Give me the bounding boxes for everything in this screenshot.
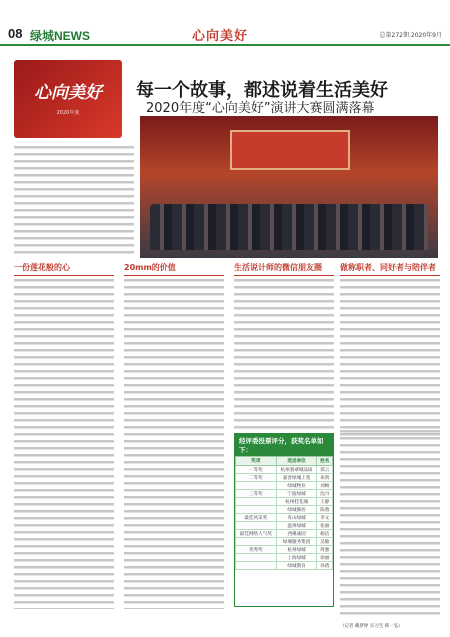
table-cell: 上海绿城 <box>276 554 317 562</box>
column-body <box>234 279 334 437</box>
table-cell: 杭州翡翠城品质 <box>276 466 317 474</box>
article-column-4-continued <box>340 430 440 616</box>
article-column-1 <box>14 262 114 609</box>
table-cell: 沈丹 <box>317 490 333 498</box>
column-body <box>14 279 114 609</box>
table-row <box>236 530 333 538</box>
table-cell: 嘉善绿城上苑 <box>276 474 317 482</box>
table-cell: 李文 <box>317 514 333 522</box>
column-heading: 生活说计师的微信朋友圈 <box>234 262 334 276</box>
table-cell: 徐丽 <box>317 554 333 562</box>
table-cell: 绿城物业 <box>276 482 317 490</box>
table-cell: 西溪诚园 <box>276 530 317 538</box>
article-column-2 <box>124 262 224 609</box>
sub-headline: 2020年度“心向美好”演讲大赛圆满落幕 <box>146 101 375 116</box>
table-cell: 杭州桂花城 <box>276 498 317 506</box>
table-header: 姓名 <box>317 457 333 466</box>
table-cell: 杨洁 <box>317 530 333 538</box>
table-cell <box>236 562 277 570</box>
page-header <box>0 0 450 46</box>
table-cell: 张丽 <box>317 522 333 530</box>
event-logo <box>14 60 122 138</box>
table-cell: 周强 <box>317 546 333 554</box>
table-cell: 最佳网络人气奖 <box>236 530 277 538</box>
intro-paragraphs <box>14 146 134 256</box>
table-cell <box>236 498 277 506</box>
table-cell <box>236 482 277 490</box>
column-body <box>340 430 440 616</box>
table-cell: 温州绿城 <box>276 522 317 530</box>
table-row <box>236 498 333 506</box>
table-cell: 宁波绿城 <box>276 490 317 498</box>
table-row <box>236 482 333 490</box>
table-cell: 吴敏 <box>317 538 333 546</box>
logo-subtitle: 2020年度 <box>56 110 80 116</box>
column-heading: 20mm的价值 <box>124 262 224 276</box>
column-heading: 做称职者、同好者与陪伴者 <box>340 262 440 276</box>
table-cell: 杭州绿城 <box>276 546 317 554</box>
table-cell <box>236 506 277 514</box>
table-header: 奖项 <box>236 457 277 466</box>
headline: 每一个故事，都述说着生活美好 <box>136 80 388 101</box>
intro-text <box>14 146 134 256</box>
article-column-3 <box>234 262 334 437</box>
issue-date: 总第272期 2020年9月 <box>379 32 442 39</box>
table-cell: 郑云 <box>317 466 333 474</box>
table-cell: 陈燕 <box>317 506 333 514</box>
awards-table <box>235 456 333 570</box>
table-cell: 三等奖 <box>236 490 277 498</box>
table-row <box>236 474 333 482</box>
logo-title: 心向美好 <box>34 83 102 103</box>
table-cell: 王静 <box>317 498 333 506</box>
stage-screen <box>230 130 350 170</box>
table-row <box>236 466 333 474</box>
table-cell: 孙倩 <box>317 562 333 570</box>
table-cell: 绿城颐居 <box>276 506 317 514</box>
table-cell <box>236 554 277 562</box>
awards-table-box <box>234 433 334 607</box>
table-cell: 最佳风采奖 <box>236 514 277 522</box>
table-cell: 舟山绿城 <box>276 514 317 522</box>
article-column-4 <box>340 262 440 437</box>
table-cell <box>236 538 277 546</box>
table-row <box>236 490 333 498</box>
awards-table-title: 经评委投票评分，获奖名单如下： <box>235 434 333 456</box>
table-row <box>236 506 333 514</box>
table-cell: 二等奖 <box>236 474 277 482</box>
table-row <box>236 538 333 546</box>
table-cell: 绿城服务集团 <box>276 538 317 546</box>
section-title: 心向美好 <box>192 29 249 44</box>
table-row <box>236 514 333 522</box>
column-heading: 一份莲花般的心 <box>14 262 114 276</box>
column-body <box>340 279 440 437</box>
table-cell: 一等奖 <box>236 466 277 474</box>
table-cell: 朱明 <box>317 474 333 482</box>
table-row <box>236 546 333 554</box>
table-header: 选送单位 <box>276 457 317 466</box>
table-cell: 绿城教育 <box>276 562 317 570</box>
brand-name: 绿城NEWS <box>30 29 91 43</box>
table-cell <box>236 522 277 530</box>
table-row <box>236 554 333 562</box>
page-number: 08 <box>8 26 23 41</box>
audience-group <box>150 204 428 250</box>
group-photo <box>140 116 438 258</box>
byline: （记者 戴梦婷 实习生 韩一弘） <box>340 624 403 629</box>
column-body <box>124 279 224 609</box>
table-cell: 刘畅 <box>317 482 333 490</box>
table-row <box>236 522 333 530</box>
table-row <box>236 562 333 570</box>
table-cell: 优秀奖 <box>236 546 277 554</box>
